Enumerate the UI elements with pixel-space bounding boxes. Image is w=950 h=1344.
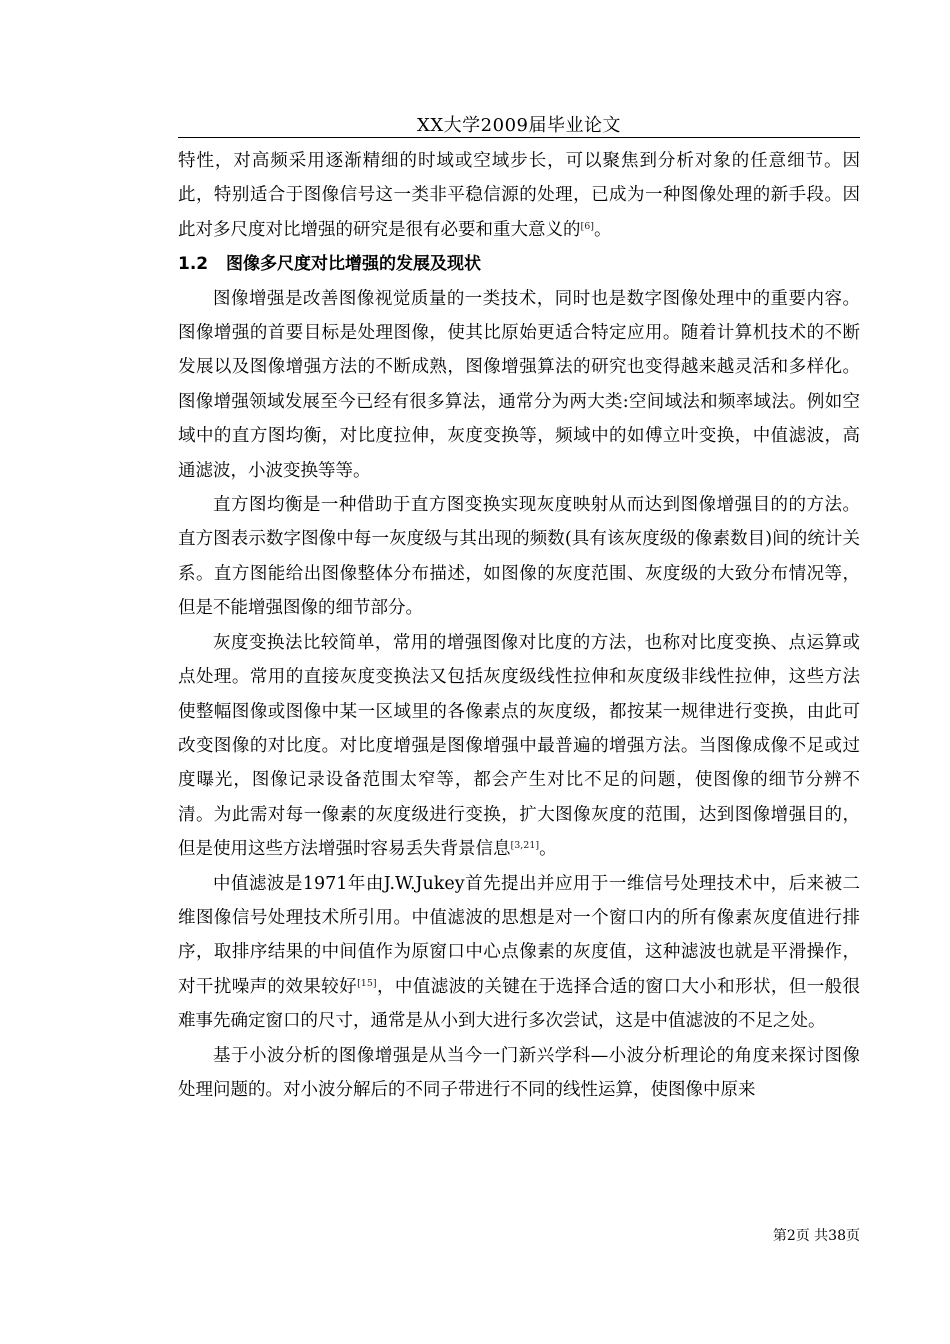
paragraph-text: 灰度变换法比较简单，常用的增强图像对比度的方法，也称对比度变换、点运算或点处理。常用的直接灰度变换法又包括灰度级线性拉伸和灰度级非线性拉伸，这些方法使整幅图像或图像中某一区域里的各像素点的灰度级，都按某一规律进行变换，由此可改变图像的对比度。对比度增强是图像增强中最普遍的增强方法。当图像成像不足或过度曝光，图像记录设备范围太窄等，都会产生对比不足的问题，使图像的细节分辨不清。为此需对每一像素的灰度级进行变换，扩大图像灰度的范围，达到图像增强目的，但是使用这些方法增强时容易丢失背景信息 <box>178 632 860 860</box>
paragraph-image-enhancement: 图像增强是改善图像视觉质量的一类技术，同时也是数字图像处理中的重要内容。图像增强的首要目标是处理图像，使其比原始更适合特定应用。随着计算机技术的不断发展以及图像增强方法的不断成熟，图像增强算法的研究也变得越来越灵活和多样化。图像增强领域发展至今已经有很多算法，通常分为两大类:空间域法和频率域法。例如空域中的直方图均衡，对比度拉伸，灰度变换等，频域中的如傅立叶变换，中值滤波，高通滤波，小波变换等等。 <box>178 288 860 481</box>
paragraph-wavelet: 基于小波分析的图像增强是从当今一门新兴学科—小波分析理论的角度来探讨图像处理问题的。对小波分解后的不同子带进行不同的线性运算，使图像中原来 <box>178 1045 860 1100</box>
section-title: 图像多尺度对比增强的发展及现状 <box>226 254 481 275</box>
paragraph-tail: 。 <box>593 219 612 240</box>
citation-ref: [3,21] <box>510 840 540 852</box>
citation-ref: [15] <box>357 977 377 989</box>
header-rule <box>178 137 860 138</box>
paragraph-median-filter <box>178 867 860 1039</box>
paragraph-gray-transform <box>178 626 860 867</box>
paragraph-text: 中值滤波是1971年由J.W.Jukey首先提出并应用于一维信号处理技术中，后来被二维图像信号处理技术所引用。中值滤波的思想是对一个窗口内的所有像素灰度值进行排序，取排序结果的中间值作为原窗口中心点像素的灰度值，这种滤波也就是平滑操作，对干扰噪声的效果较好 <box>178 873 860 997</box>
paragraph-text: 特性，对高频采用逐渐精细的时域或空域步长，可以聚焦到分析对象的任意细节。因此，特别适合于图像信号这一类非平稳信源的处理，已成为一种图像处理的新手段。因此对多尺度对比增强的研究是很有必要和重大意义的 <box>178 151 860 240</box>
citation-ref: [6] <box>580 220 594 232</box>
paragraph-continuation <box>178 144 860 247</box>
section-number: 1.2 <box>178 254 209 275</box>
page-header-title: XX大学2009届毕业论文 <box>417 115 621 136</box>
page-number: 第2页 共38页 <box>772 1228 860 1244</box>
body-text <box>178 144 860 1107</box>
paragraph-histogram-equalization: 直方图均衡是一种借助于直方图变换实现灰度映射从而达到图像增强目的的方法。直方图表示数字图像中每一灰度级与其出现的频数(具有该灰度级的像素数目)间的统计关系。直方图能给出图像整体分布描述，如图像的灰度范围、灰度级的大致分布情况等，但是不能增强图像的细节部分。 <box>178 495 860 619</box>
paragraph-tail: 。 <box>539 839 557 860</box>
section-heading <box>178 247 860 281</box>
paragraph-tail: ，中值滤波的关键在于选择合适的窗口大小和形状，但一般很难事先确定窗口的尺寸，通常是从小到大进行多次尝试，这是中值滤波的不足之处。 <box>178 976 861 1032</box>
